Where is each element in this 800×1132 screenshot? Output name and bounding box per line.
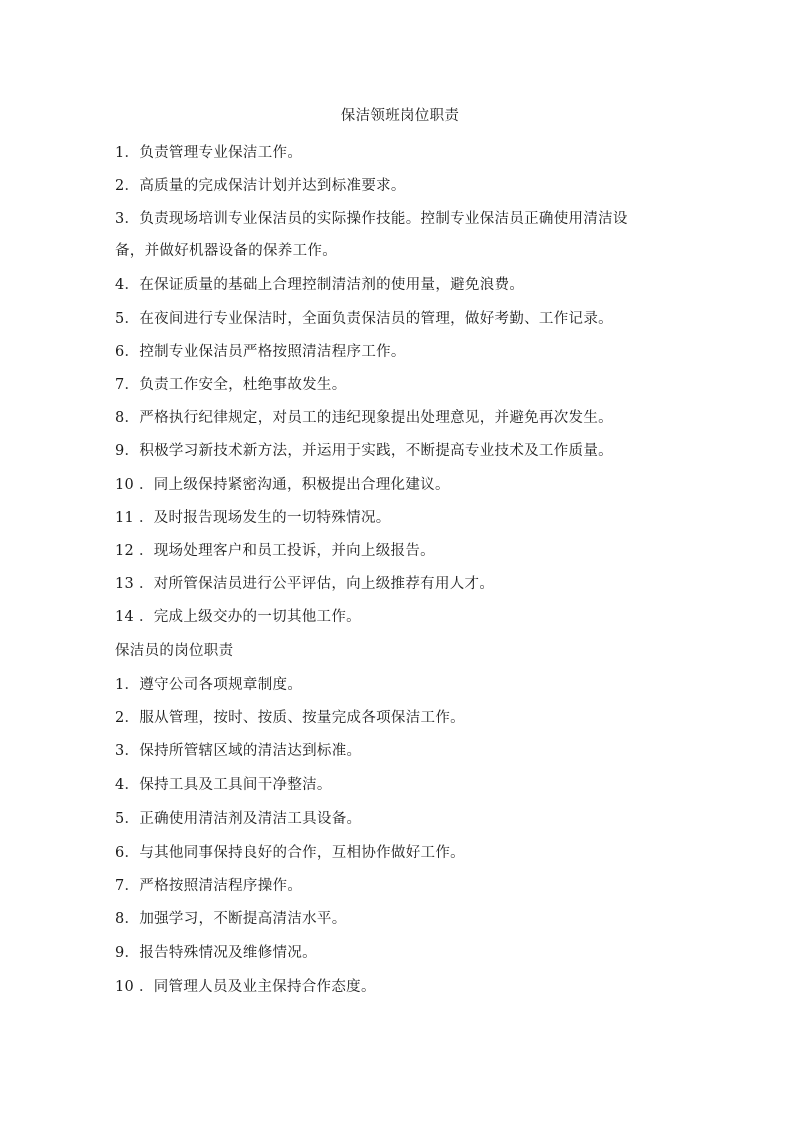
duty-item-11: 11 ．及时报告现场发生的一切特殊情况。	[115, 510, 391, 526]
duty-item-5: 5．在夜间进行专业保洁时，全面负责保洁员的管理，做好考勤、工作记录。	[115, 311, 613, 327]
duty-item-10: 10 ．同上级保持紧密沟通，积极提出合理化建议。	[115, 477, 450, 493]
duty-item-7: 7．负责工作安全，杜绝事故发生。	[115, 377, 347, 393]
duty-item-14: 14 ．完成上级交办的一切其他工作。	[115, 609, 361, 625]
duty-item-13: 13 ．对所管保洁员进行公平评估，向上级推荐有用人才。	[115, 576, 495, 592]
duty-item-4: 4．在保证质量的基础上合理控制清洁剂的使用量，避免浪费。	[115, 277, 525, 293]
duty-item-6: 6．控制专业保洁员严格按照清洁程序工作。	[115, 344, 406, 360]
cleaner-duty-item-4: 4．保持工具及工具间干净整洁。	[115, 777, 332, 793]
cleaner-duty-item-1: 1．遵守公司各项规章制度。	[115, 677, 303, 693]
section-heading: 保洁员的岗位职责	[115, 643, 234, 659]
cleaner-duty-item-9: 9．报告特殊情况及维修情况。	[115, 945, 317, 961]
cleaner-duty-item-3: 3．保持所管辖区域的清洁达到标准。	[115, 743, 362, 759]
cleaner-duty-item-8: 8．加强学习，不断提高清洁水平。	[115, 911, 347, 927]
duty-item-8: 8．严格执行纪律规定，对员工的违纪现象提出处理意见，并避免再次发生。	[115, 410, 613, 426]
duty-item-1: 1．负责管理专业保洁工作。	[115, 145, 303, 161]
cleaner-duty-item-2: 2．服从管理，按时、按质、按量完成各项保洁工作。	[115, 710, 465, 726]
duty-item-12: 12 ．现场处理客户和员工投诉，并向上级报告。	[115, 543, 435, 559]
document-title: 保洁领班岗位职责	[340, 108, 460, 124]
duty-item-3: 3．负责现场培训专业保洁员的实际操作技能。控制专业保洁员正确使用清洁设	[115, 211, 628, 227]
cleaner-duty-item-6: 6．与其他同事保持良好的合作，互相协作做好工作。	[115, 845, 465, 861]
cleaner-duty-item-10: 10 ．同管理人员及业主保持合作态度。	[115, 979, 376, 995]
cleaner-duty-item-7: 7．严格按照清洁程序操作。	[115, 878, 303, 894]
duty-item-2: 2．高质量的完成保洁计划并达到标准要求。	[115, 178, 406, 194]
duty-item-3-continued: 备，并做好机器设备的保养工作。	[115, 243, 337, 259]
cleaner-duty-item-5: 5．正确使用清洁剂及清洁工具设备。	[115, 811, 362, 827]
duty-item-9: 9．积极学习新技术新方法，并运用于实践，不断提高专业技术及工作质量。	[115, 443, 613, 459]
